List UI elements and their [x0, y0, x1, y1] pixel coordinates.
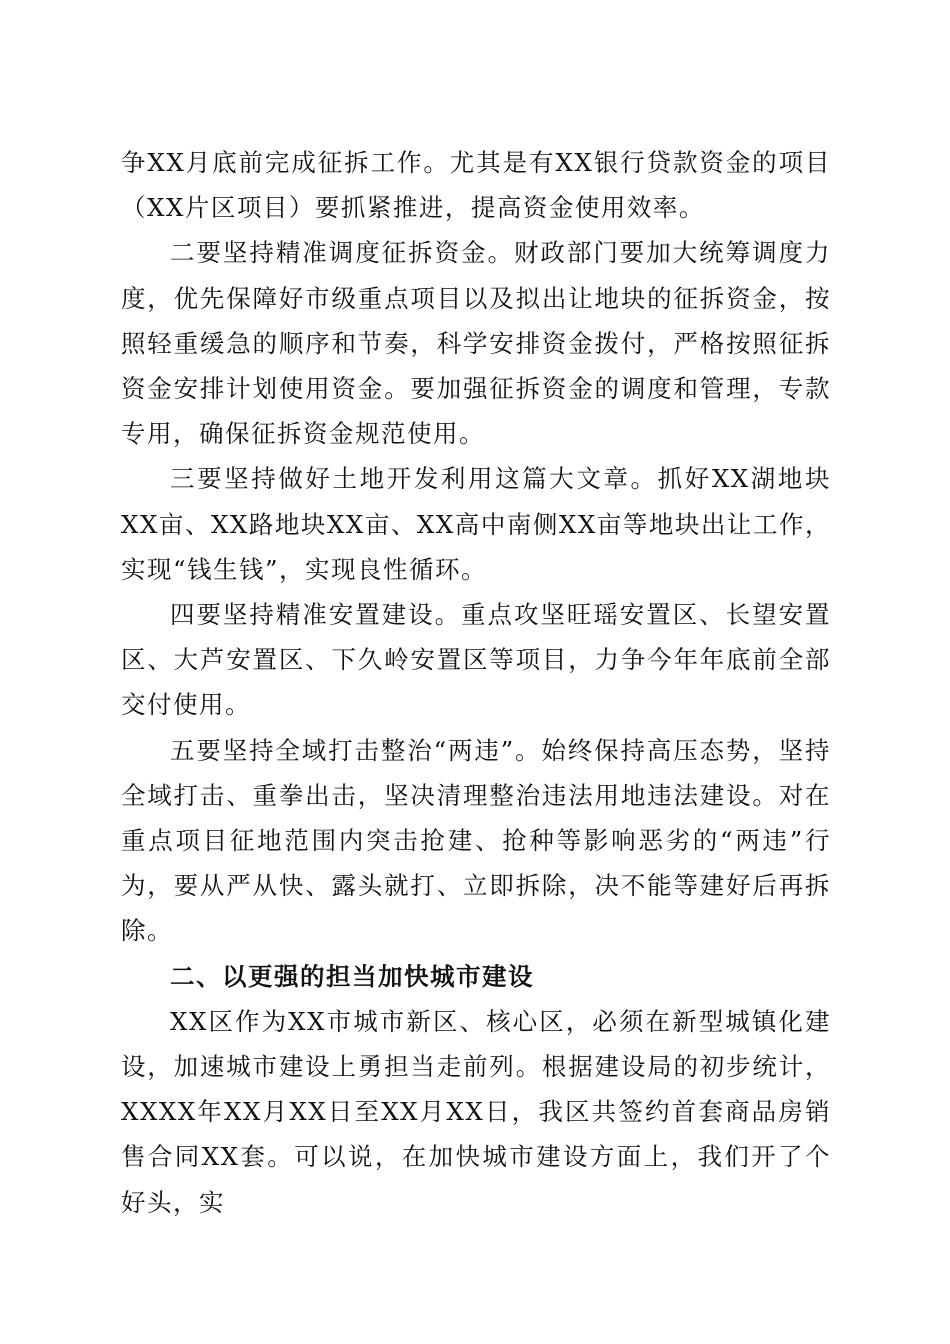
- paragraph-fund-dispatch: 二要坚持精准调度征拆资金。财政部门要加大统筹调度力度，优先保障好市级重点项目以及拟出让地块的征拆资金，按照轻重缓急的顺序和节奏，科学安排资金拨付，严格按照征拆资金安排计划使用资金。要加强征拆资金的调度和管理，专款专用，确保征拆资金规范使用。: [121, 238, 831, 449]
- paragraph-resettlement: 四要坚持精准安置建设。重点攻坚旺瑶安置区、长望安置区、大芦安置区、下久岭安置区等项目，力争今年年底前全部交付使用。: [121, 600, 831, 720]
- section-heading: 二、以更强的担当加快城市建设: [170, 961, 534, 991]
- paragraph-city-construction: XX区作为XX市城市新区、核心区，必须在新型城镇化建设，加速城市建设上勇担当走前列。根据建设局的初步统计，XXXX年XX月XX日至XX月XX日，我区共签约首套商品房销售合同XX套。可以说，在加快城市建设方面上，我们开了个好头，实: [121, 1006, 831, 1217]
- paragraph-continued: 争XX月底前完成征拆工作。尤其是有XX银行贷款资金的项目（XX片区项目）要抓紧推进，提高资金使用效率。: [121, 148, 831, 223]
- paragraph-land-development: 三要坚持做好土地开发利用这篇大文章。抓好XX湖地块XX亩、XX路地块XX亩、XX高中南侧XX亩等地块出让工作，实现“钱生钱”，实现良性循环。: [121, 464, 831, 584]
- paragraph-illegal-construction: 五要坚持全域打击整治“两违”。始终保持高压态势，坚持全域打击、重拳出击，坚决清理整治违法用地违法建设。对在重点项目征地范围内突击抢建、抢种等影响恶劣的“两违”行为，要从严从快、露头就打、立即拆除，决不能等建好后再拆除。: [121, 735, 831, 946]
- document-body: [121, 140, 831, 1225]
